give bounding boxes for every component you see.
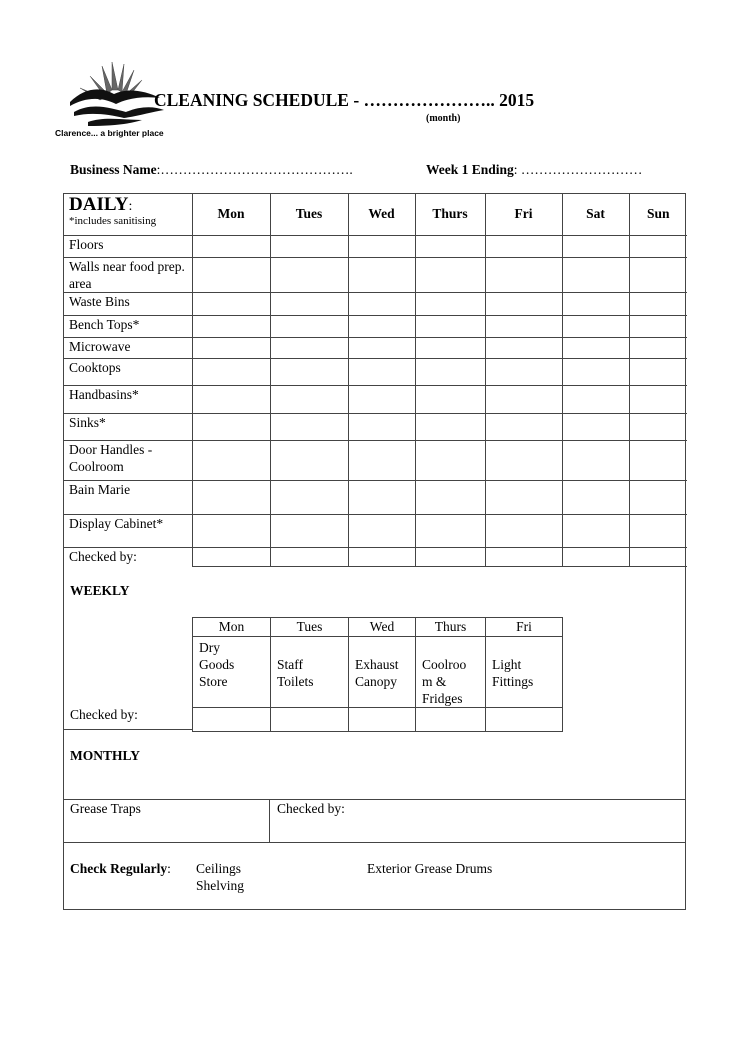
daily-check-cell[interactable] [415,547,485,566]
daily-day-header: Sat [562,193,629,235]
daily-check-cell[interactable] [192,235,270,257]
regular-item: Exterior Grease Drums [367,861,493,876]
daily-check-cell[interactable] [485,358,562,385]
regular-item: Shelving [196,878,245,893]
daily-check-cell[interactable] [562,315,629,337]
weekly-day-header: Fri [486,618,563,637]
business-name-field: :……………………………………. [156,162,353,177]
daily-check-cell[interactable] [415,480,485,514]
daily-check-cell[interactable] [348,358,415,385]
daily-check-cell[interactable] [562,358,629,385]
daily-check-cell[interactable] [192,257,270,292]
daily-task-row [63,257,687,292]
daily-check-cell[interactable] [562,547,629,566]
daily-day-header: Wed [348,193,415,235]
daily-check-cell[interactable] [485,235,562,257]
daily-check-cell[interactable] [629,358,687,385]
daily-check-cell[interactable] [415,413,485,440]
daily-check-cell[interactable] [562,413,629,440]
daily-check-cell[interactable] [192,480,270,514]
daily-checked-row [63,547,687,566]
daily-check-cell[interactable] [629,480,687,514]
daily-task-label: Door Handles - Coolroom [63,440,192,480]
weekly-table [192,617,563,732]
daily-check-cell[interactable] [485,292,562,315]
daily-task-label: Bench Tops* [63,315,192,337]
daily-check-cell[interactable] [629,292,687,315]
monthly-heading: MONTHLY [70,748,141,763]
daily-check-cell[interactable] [485,257,562,292]
divider [63,799,686,800]
daily-check-cell[interactable] [270,547,348,566]
weekly-task: Light Fittings [486,637,563,708]
business-name-label: Business Name [70,162,157,177]
daily-check-cell[interactable] [562,440,629,480]
daily-day-header: Mon [192,193,270,235]
daily-check-cell[interactable] [270,292,348,315]
daily-check-cell[interactable] [348,235,415,257]
daily-task-label: Cooktops [63,358,192,385]
daily-task-row [63,480,687,514]
daily-check-cell[interactable] [485,547,562,566]
weekly-task: Dry Goods Store [193,637,271,708]
daily-task-row [63,413,687,440]
weekly-task: Coolroo m & Fridges [416,637,486,708]
daily-check-cell[interactable] [629,257,687,292]
week-ending-line [426,162,642,178]
daily-check-cell[interactable] [415,385,485,413]
week-ending-field: : ……………………… [513,162,643,177]
daily-check-cell[interactable] [270,257,348,292]
daily-task-label: Sinks* [63,413,192,440]
daily-check-cell[interactable] [562,480,629,514]
daily-task-label: Display Cabinet* [63,514,192,547]
daily-task-row [63,358,687,385]
daily-check-cell[interactable] [348,315,415,337]
weekly-day-header: Tues [271,618,349,637]
weekly-day-header: Wed [349,618,416,637]
daily-check-cell[interactable] [562,337,629,358]
daily-day-header: Thurs [415,193,485,235]
daily-day-header: Fri [485,193,562,235]
daily-check-cell[interactable] [485,337,562,358]
daily-check-cell[interactable] [270,480,348,514]
daily-check-cell[interactable] [562,257,629,292]
daily-check-cell[interactable] [629,337,687,358]
divider [63,842,686,843]
monthly-task: Grease Traps [70,801,141,816]
daily-check-cell[interactable] [348,337,415,358]
daily-task-label: Handbasins* [63,385,192,413]
daily-check-cell[interactable] [485,440,562,480]
daily-check-cell[interactable] [562,292,629,315]
daily-check-cell[interactable] [270,235,348,257]
month-note: (month) [426,113,461,124]
daily-check-cell[interactable] [562,385,629,413]
daily-check-cell[interactable] [629,547,687,566]
daily-day-header: Tues [270,193,348,235]
daily-heading: DAILY [69,194,129,215]
weekly-heading: WEEKLY [70,583,130,598]
daily-task-label: Floors [63,235,192,257]
daily-check-cell[interactable] [192,292,270,315]
daily-check-cell[interactable] [348,385,415,413]
daily-task-row [63,315,687,337]
weekly-day-header: Thurs [416,618,486,637]
daily-check-cell[interactable] [348,480,415,514]
daily-task-row [63,235,687,257]
daily-check-cell[interactable] [192,337,270,358]
daily-check-cell[interactable] [415,337,485,358]
weekly-checked-label: Checked by: [70,707,138,722]
divider [63,729,193,730]
daily-day-header: Sun [629,193,687,235]
daily-check-cell[interactable] [485,385,562,413]
daily-check-cell[interactable] [192,358,270,385]
daily-table [63,193,687,567]
weekly-check-cell[interactable] [271,708,349,732]
daily-check-cell[interactable] [192,385,270,413]
weekly-task: Staff Toilets [271,637,349,708]
daily-check-cell[interactable] [270,514,348,547]
daily-check-cell[interactable] [192,315,270,337]
daily-check-cell[interactable] [192,440,270,480]
daily-check-cell[interactable] [270,413,348,440]
daily-task-row [63,385,687,413]
daily-check-cell[interactable] [485,315,562,337]
daily-check-cell[interactable] [629,440,687,480]
daily-check-cell[interactable] [270,315,348,337]
daily-task-row [63,292,687,315]
daily-check-cell[interactable] [348,292,415,315]
daily-check-cell[interactable] [562,514,629,547]
daily-check-cell[interactable] [192,514,270,547]
daily-check-cell[interactable] [348,440,415,480]
daily-task-row [63,514,687,547]
daily-check-cell[interactable] [270,358,348,385]
daily-check-cell[interactable] [629,315,687,337]
daily-check-cell[interactable] [485,480,562,514]
daily-check-cell[interactable] [415,514,485,547]
daily-task-row [63,440,687,480]
daily-note: *includes sanitising [69,215,157,227]
daily-task-label: Walls near food prep. area [63,257,192,292]
regular-item: Ceilings [196,861,242,876]
daily-check-cell[interactable] [270,337,348,358]
page-title: CLEANING SCHEDULE - ………………….. 2015 [154,90,535,110]
daily-check-cell[interactable] [270,385,348,413]
weekly-check-cell[interactable] [486,708,563,732]
daily-check-cell[interactable] [348,413,415,440]
daily-check-cell[interactable] [629,514,687,547]
business-name-line [70,162,353,178]
daily-check-cell[interactable] [485,413,562,440]
daily-check-cell[interactable] [348,257,415,292]
week-ending-label: Week 1 Ending [426,162,514,177]
daily-heading-cell: DAILY: *includes sanitising [63,193,192,235]
daily-check-cell[interactable] [415,440,485,480]
daily-check-cell[interactable] [629,385,687,413]
weekly-check-cell[interactable] [193,708,271,732]
daily-task-label: Checked by: [63,547,192,566]
daily-task-label: Microwave [63,337,192,358]
daily-check-cell[interactable] [270,440,348,480]
daily-check-cell[interactable] [629,235,687,257]
logo-tagline: Clarence... a brighter place [55,128,164,138]
daily-task-row [63,337,687,358]
check-regularly-label: Check Regularly: [70,861,171,876]
weekly-day-header: Mon [193,618,271,637]
weekly-check-cell[interactable] [416,708,486,732]
daily-task-label: Waste Bins [63,292,192,315]
daily-check-cell[interactable] [348,547,415,566]
daily-check-cell[interactable] [629,413,687,440]
divider [269,799,270,842]
weekly-check-cell[interactable] [349,708,416,732]
daily-check-cell[interactable] [562,235,629,257]
daily-check-cell[interactable] [415,358,485,385]
daily-check-cell[interactable] [415,235,485,257]
daily-check-cell[interactable] [415,257,485,292]
daily-check-cell[interactable] [415,315,485,337]
weekly-task: Exhaust Canopy [349,637,416,708]
daily-check-cell[interactable] [348,514,415,547]
daily-check-cell[interactable] [192,547,270,566]
daily-check-cell[interactable] [485,514,562,547]
daily-task-label: Bain Marie [63,480,192,514]
monthly-checked-label: Checked by: [277,801,345,816]
daily-check-cell[interactable] [415,292,485,315]
daily-check-cell[interactable] [192,413,270,440]
